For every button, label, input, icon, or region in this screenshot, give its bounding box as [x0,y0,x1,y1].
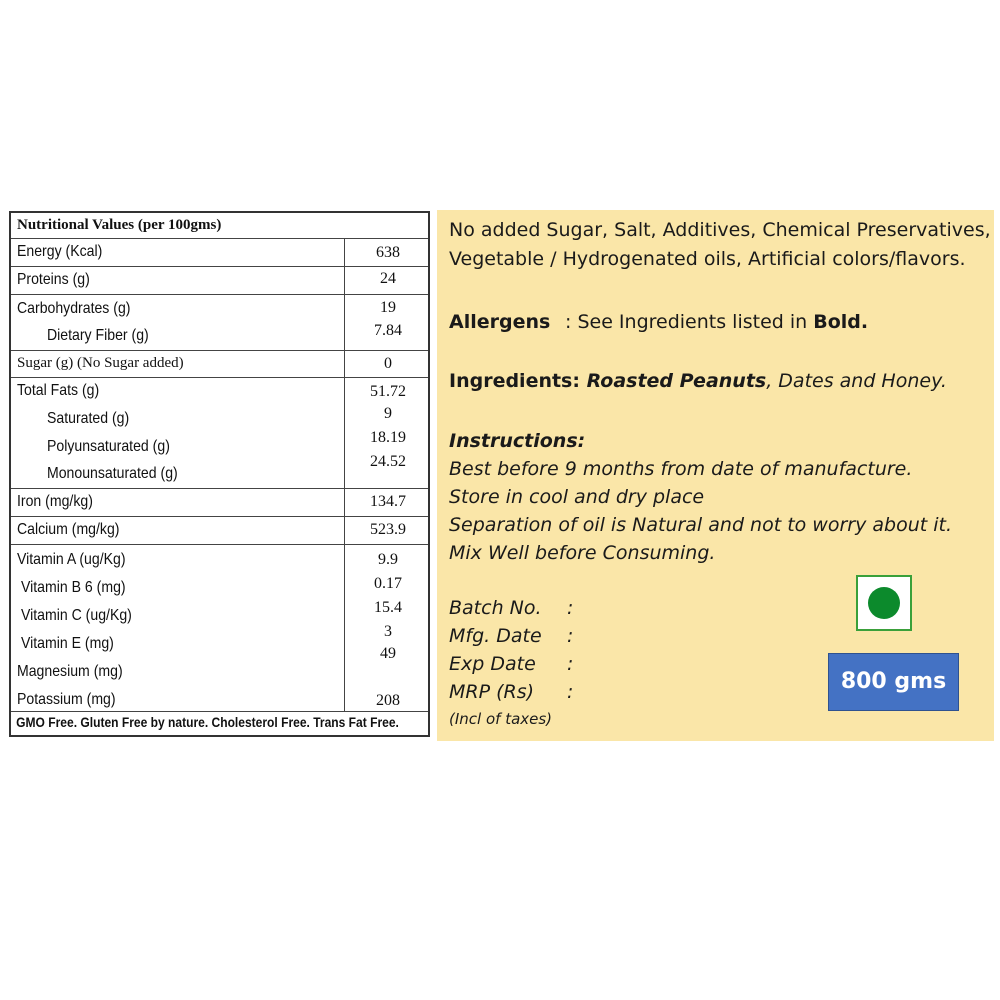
taxes-note: (Incl of taxes) [449,710,553,728]
table-row [11,239,428,267]
batch-no-label: Batch No. [449,597,542,619]
nutrient-value: 0 [384,355,392,372]
nutrient-value: 0.17 [374,575,402,592]
instruction-item: Best before 9 months from date of manufacture. [449,458,913,480]
nutrient-label: Carbohydrates (g) [17,300,131,317]
nutrient-label: Iron (mg/kg) [17,493,93,510]
nutrient-value: 134.7 [370,493,406,510]
nutrition-table [9,211,430,737]
mfg-date-label: Mfg. Date [449,625,542,647]
nutrient-label: Polyunsaturated (g) [47,438,170,455]
nutrient-value: 51.72 [370,383,406,400]
table-header-row [11,213,428,239]
ingredients-rest: , Dates and Honey. [766,370,947,392]
instruction-item: Separation of oil is Natural and not to worry about it. [449,514,953,536]
net-weight-badge: 800 gms [828,653,959,711]
nutrient-label: Vitamin C (ug/Kg) [21,607,132,624]
nutrient-label: Sugar (g) (No Sugar added) [17,355,184,371]
table-header: Nutritional Values (per 100gms) [17,217,222,233]
mrp-sep: : [567,681,574,703]
mrp-label: MRP (Rs) [449,681,535,703]
nutrient-value: 49 [380,645,396,662]
table-row [11,545,428,712]
veg-symbol-icon [856,575,912,631]
nutrient-label: Vitamin E (mg) [21,635,114,652]
exp-date-label: Exp Date [449,653,536,675]
allergens-note: : See Ingredients listed in [565,311,814,333]
no-added-line-1: No added Sugar, Salt, Additives, Chemical Preservatives, [449,219,991,241]
nutrient-value: 15.4 [374,599,402,616]
nutrient-value: 24.52 [370,453,406,470]
ingredients-bold: Roasted Peanuts [586,370,767,392]
nutrient-value: 9 [384,405,392,422]
nutrient-value: 208 [376,692,400,709]
exp-date-sep: : [567,653,574,675]
allergens-label: Allergens [449,311,551,333]
allergens-text [565,311,868,333]
veg-dot [868,587,900,619]
table-row [11,351,428,378]
table-footer: GMO Free. Gluten Free by nature. Cholesterol Free. Trans Fat Free. [16,714,399,730]
allergens-bold: Bold. [813,311,869,333]
nutrient-value: 24 [380,270,396,287]
nutrient-label: Dietary Fiber (g) [47,327,149,344]
nutrient-label: Monounsaturated (g) [47,465,178,482]
nutrient-label: Total Fats (g) [17,382,100,399]
product-info-panel [437,210,994,741]
nutrient-value: 3 [384,623,392,640]
table-row [11,517,428,545]
nutrient-label: Potassium (mg) [17,691,116,708]
nutrient-label: Energy (Kcal) [17,243,103,260]
nutrient-label: Magnesium (mg) [17,663,123,680]
ingredients-line [449,370,947,392]
no-added-line-2: Vegetable / Hydrogenated oils, Artificial colors/flavors. [449,248,966,270]
instruction-item: Store in cool and dry place [449,486,705,508]
nutrient-value: 18.19 [370,429,406,446]
table-row [11,489,428,517]
nutrient-value: 9.9 [378,551,398,568]
table-row [11,267,428,295]
nutrient-label: Saturated (g) [47,410,130,427]
instruction-item: Mix Well before Consuming. [449,542,716,564]
batch-no-sep: : [567,597,574,619]
nutrient-label: Proteins (g) [17,271,90,288]
nutrient-value: 7.84 [374,322,402,339]
table-row [11,295,428,351]
nutrient-value: 523.9 [370,521,406,538]
ingredients-label: Ingredients: [449,370,587,392]
nutrient-label: Vitamin B 6 (mg) [21,579,126,596]
nutrient-label: Vitamin A (ug/Kg) [17,551,126,568]
nutrient-value: 19 [380,299,396,316]
table-row [11,378,428,489]
instructions-label: Instructions: [449,430,586,452]
mfg-date-sep: : [567,625,574,647]
nutrient-label: Calcium (mg/kg) [17,521,120,538]
nutrient-value: 638 [376,244,400,261]
